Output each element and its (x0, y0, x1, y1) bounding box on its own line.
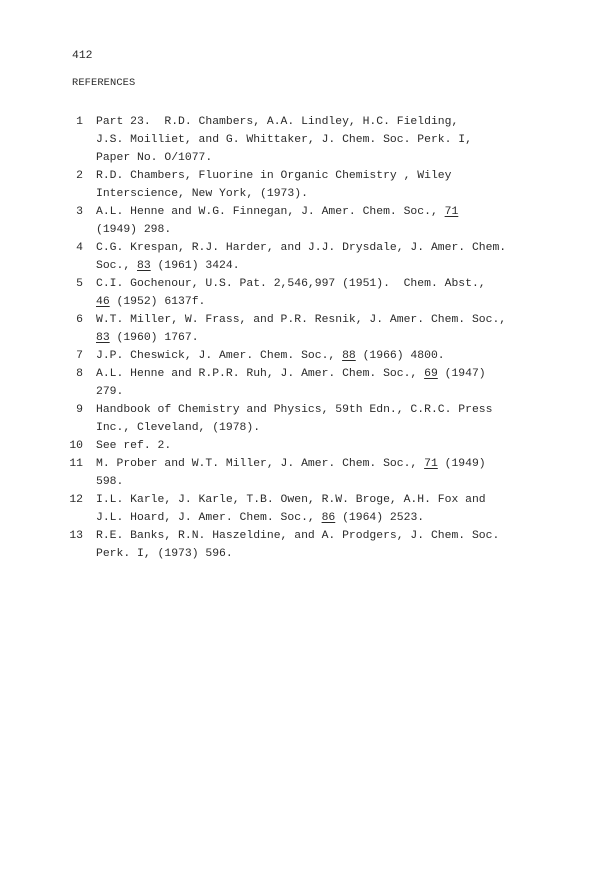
reference-text-line: J.L. Hoard, J. Amer. Chem. Soc., 86 (1964) 2523. (96, 512, 425, 524)
reference-number: 9 (76, 404, 83, 416)
reference-text-line: R.D. Chambers, Fluorine in Organic Chemistry , Wiley (96, 170, 452, 182)
references-heading: REFERENCES (72, 77, 136, 89)
reference-number: 12 (69, 494, 83, 506)
reference-text-line: A.L. Henne and W.G. Finnegan, J. Amer. Chem. Soc., 71 (96, 206, 459, 218)
reference-text-line: W.T. Miller, W. Frass, and P.R. Resnik, J. Amer. Chem. Soc., (96, 314, 507, 326)
reference-text-line: 46 (1952) 6137f. (96, 296, 206, 308)
reference-number: 8 (76, 368, 83, 380)
reference-text-line: A.L. Henne and R.P.R. Ruh, J. Amer. Chem. Soc., 69 (1947) (96, 368, 486, 380)
reference-text-line: Soc., 83 (1961) 3424. (96, 260, 240, 272)
reference-text-line: M. Prober and W.T. Miller, J. Amer. Chem. Soc., 71 (1949) (96, 458, 486, 470)
reference-list (0, 113, 593, 563)
reference-item (0, 455, 593, 491)
reference-text-line: C.G. Krespan, R.J. Harder, and J.J. Drysdale, J. Amer. Chem. (96, 242, 507, 254)
reference-text-line: 598. (96, 476, 124, 488)
reference-item (0, 311, 593, 347)
reference-text-line: J.P. Cheswick, J. Amer. Chem. Soc., 88 (1966) 4800. (96, 350, 445, 362)
reference-item (0, 401, 593, 437)
volume-number: 86 (321, 512, 336, 524)
reference-item (0, 203, 593, 239)
reference-text-line: J.S. Moilliet, and G. Whittaker, J. Chem. Soc. Perk. I, (96, 134, 472, 146)
reference-number: 2 (76, 170, 83, 182)
volume-number: 71 (424, 458, 438, 470)
reference-number: 1 (76, 116, 83, 128)
reference-text-line: (1949) 298. (96, 224, 172, 236)
reference-number: 5 (76, 278, 83, 290)
volume-number: 46 (96, 296, 110, 308)
reference-number: 10 (69, 440, 83, 452)
reference-number: 4 (76, 242, 83, 254)
reference-item (0, 527, 593, 563)
reference-number: 6 (76, 314, 83, 326)
reference-text-line: Perk. I, (1973) 596. (96, 548, 233, 560)
reference-item (0, 437, 593, 455)
reference-number: 7 (76, 350, 83, 362)
reference-text-line: Part 23. R.D. Chambers, A.A. Lindley, H.C. Fielding, (96, 116, 459, 128)
reference-number: 13 (69, 530, 83, 542)
volume-number: 88 (342, 350, 356, 362)
volume-number: 69 (424, 368, 438, 380)
reference-text-line: R.E. Banks, R.N. Haszeldine, and A. Prodgers, J. Chem. Soc. (96, 530, 500, 542)
reference-text-line: 279. (96, 386, 124, 398)
reference-text-line: C.I. Gochenour, U.S. Pat. 2,546,997 (1951). Chem. Abst., (96, 278, 486, 290)
reference-text-line: 83 (1960) 1767. (96, 332, 199, 344)
reference-item (0, 113, 593, 167)
page-number: 412 (72, 50, 93, 62)
reference-text-line: Inc., Cleveland, (1978). (96, 422, 261, 434)
reference-item (0, 239, 593, 275)
reference-number: 11 (69, 458, 83, 470)
reference-item (0, 365, 593, 401)
volume-number: 71 (444, 206, 459, 218)
reference-item (0, 167, 593, 203)
reference-item (0, 347, 593, 365)
volume-number: 83 (96, 332, 110, 344)
reference-item (0, 275, 593, 311)
reference-text-line: Interscience, New York, (1973). (96, 188, 308, 200)
reference-item (0, 491, 593, 527)
reference-text-line: I.L. Karle, J. Karle, T.B. Owen, R.W. Broge, A.H. Fox and (96, 494, 486, 506)
reference-number: 3 (76, 206, 83, 218)
reference-text-line: Paper No. O/1077. (96, 152, 213, 164)
reference-text-line: Handbook of Chemistry and Physics, 59th Edn., C.R.C. Press (96, 404, 493, 416)
volume-number: 83 (137, 260, 151, 272)
reference-text-line: See ref. 2. (96, 440, 172, 452)
